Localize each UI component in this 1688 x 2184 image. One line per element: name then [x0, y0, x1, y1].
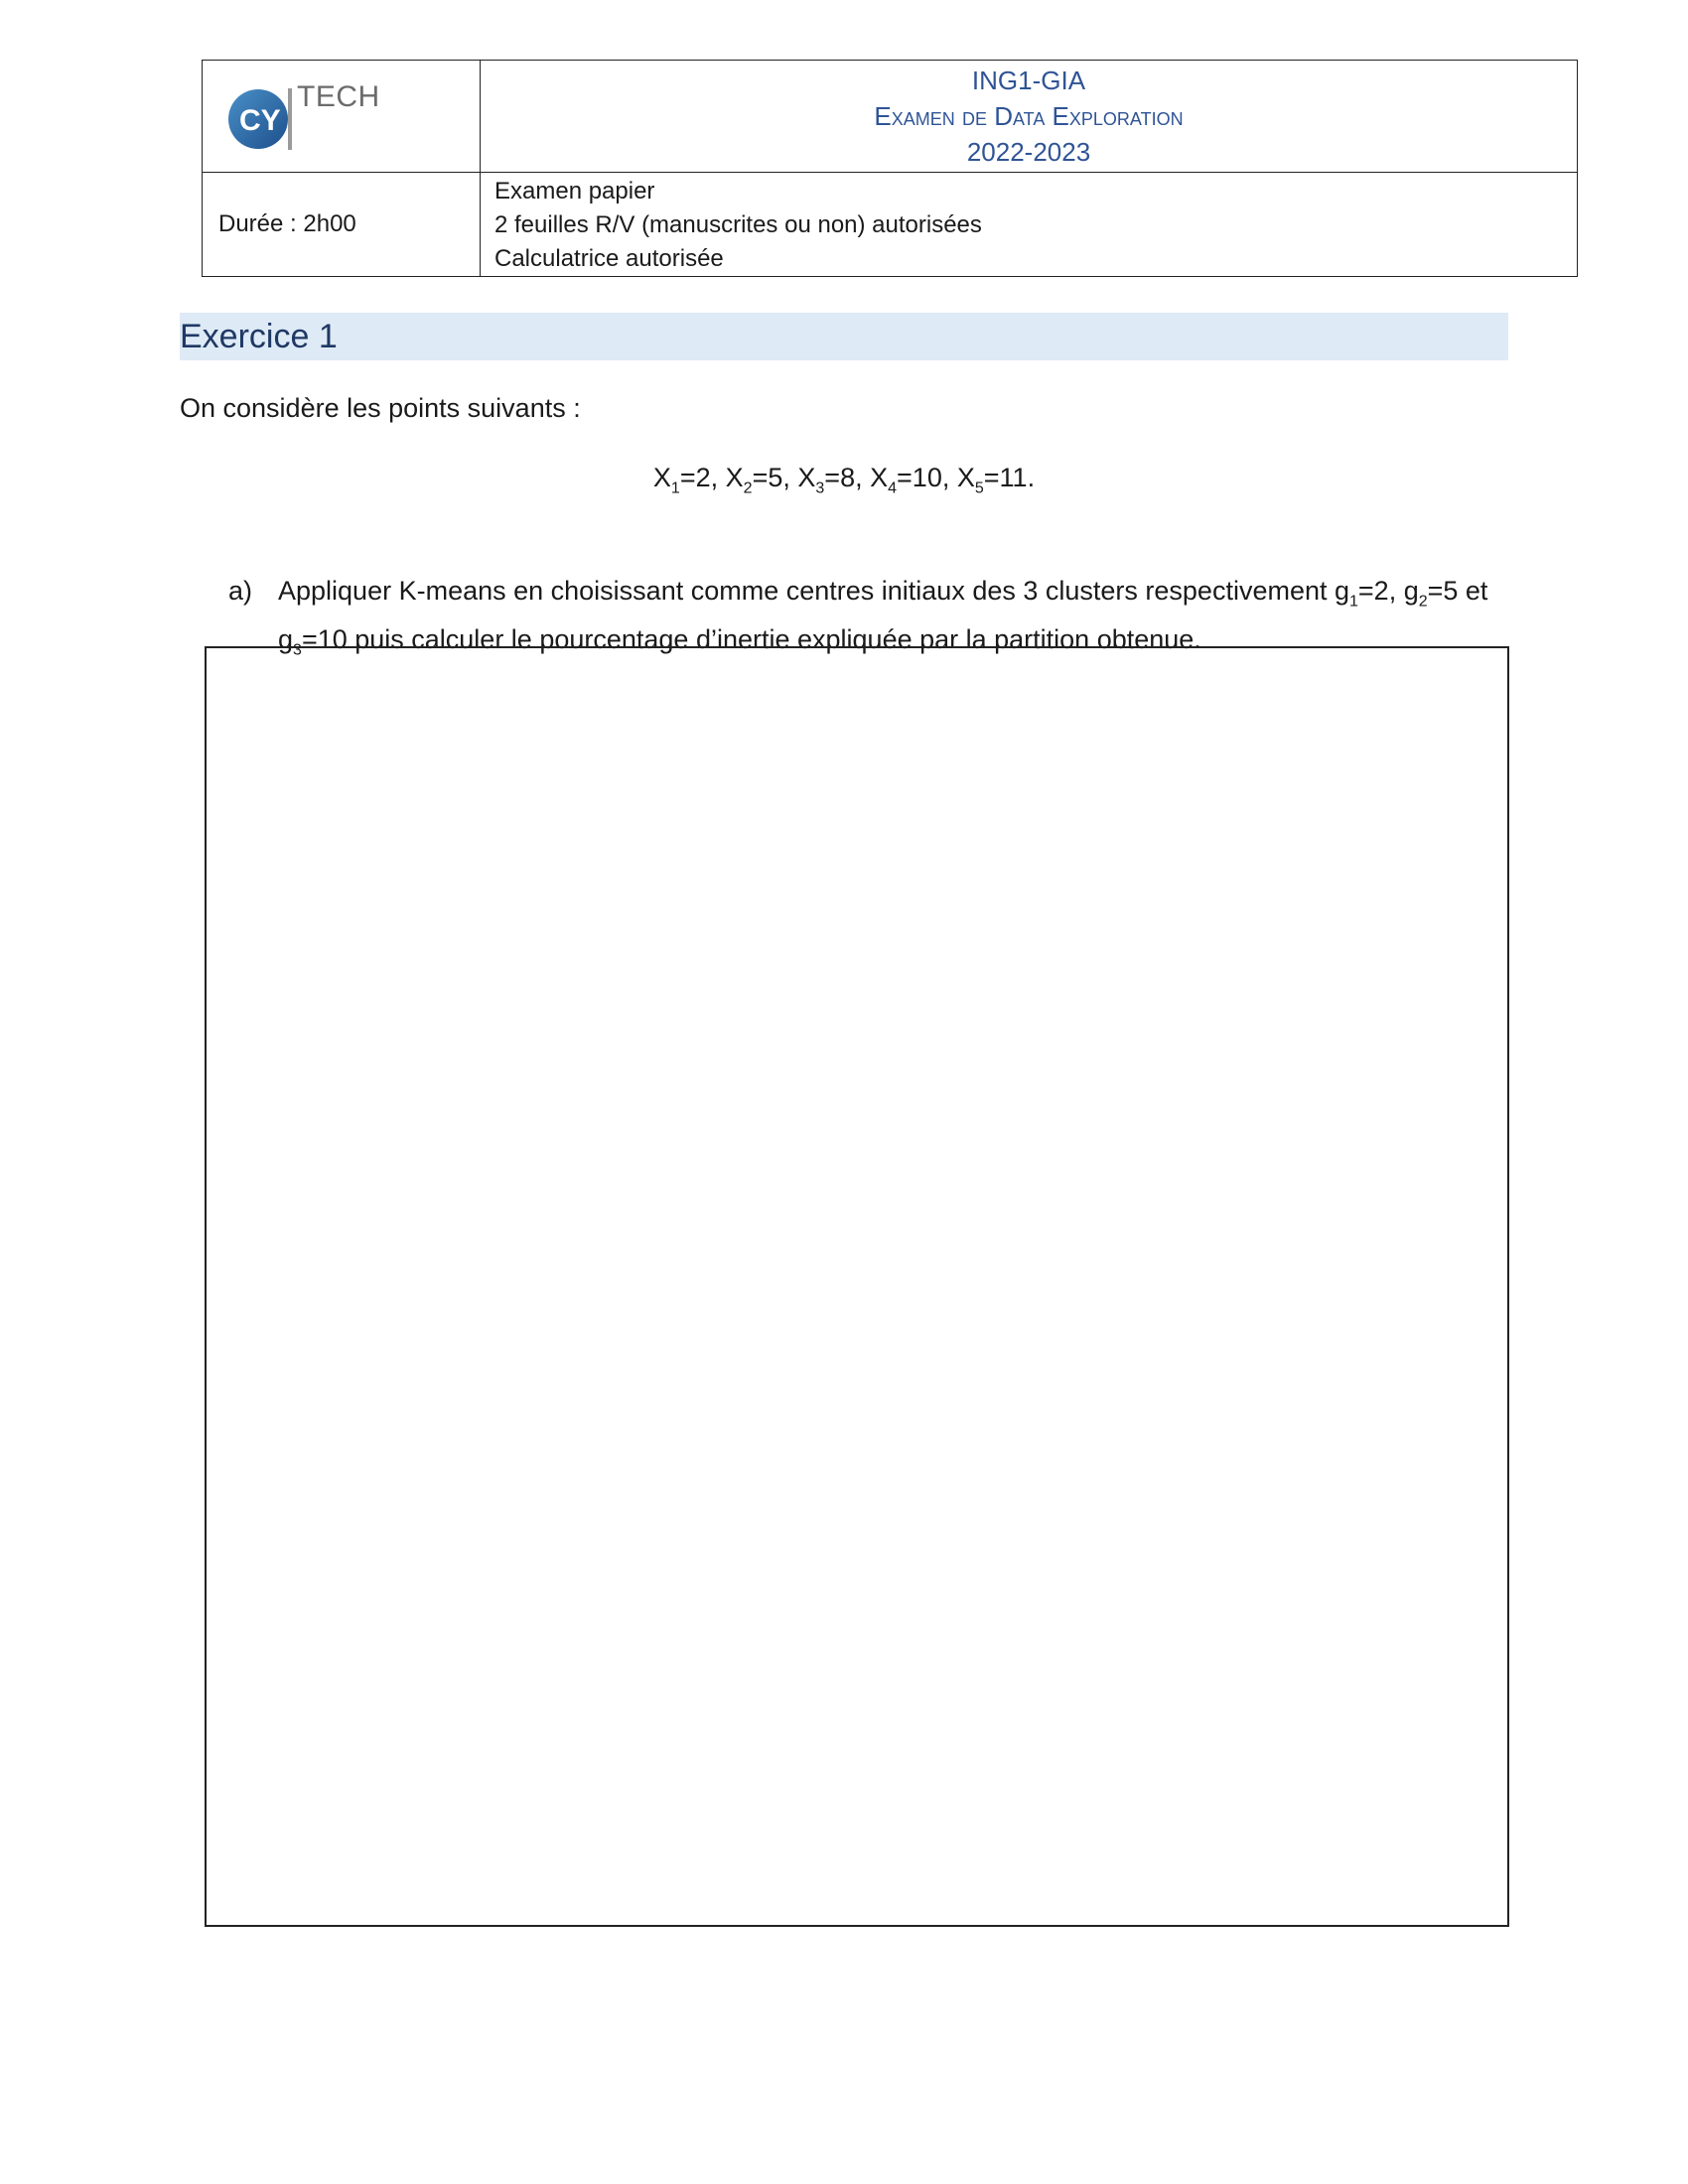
logo-text: TECH — [297, 80, 380, 113]
point: $X_5=11$ — [956, 463, 1028, 497]
point: $X_2=5$ — [725, 463, 783, 497]
exam-info — [481, 173, 1578, 277]
question-label: a) — [228, 576, 253, 606]
logo-mark: CY — [239, 104, 281, 137]
answer-box[interactable] — [205, 646, 1509, 1927]
point: $X_3=8$ — [797, 463, 856, 497]
point: $X_4=10$ — [870, 463, 942, 497]
exam-header-table — [202, 60, 1578, 277]
exam-title: Examen de Data Exploration — [874, 101, 1184, 131]
points-list: $X_1=2$, $X_2=5$, $X_3=8$, $X_4=10$, $X_5=11$. — [652, 463, 1036, 497]
info-line: Examen papier — [494, 178, 655, 205]
academic-year: 2022-2023 — [966, 137, 1091, 167]
question-text: Appliquer K-means en choisissant comme centres initiaux des 3 clusters respectivement $g_1=2$, $g_2=5$ et $g_3=10$ puis calculer le pourcentage d’inertie expliquée par la partition obtenue. — [278, 576, 1488, 659]
title-cell — [481, 61, 1578, 173]
logo-cell — [203, 61, 481, 173]
exercise-intro: On considère les points suivants : — [180, 393, 581, 423]
duration: Durée : 2h00 — [203, 173, 481, 277]
point: $X_1=2$ — [652, 463, 711, 497]
program-name: ING1-GIA — [971, 66, 1086, 95]
exercise-heading: Exercice 1 — [180, 313, 1508, 360]
info-line: 2 feuilles R/V (manuscrites ou non) autorisées — [494, 211, 982, 238]
info-line: Calculatrice autorisée — [494, 245, 724, 272]
